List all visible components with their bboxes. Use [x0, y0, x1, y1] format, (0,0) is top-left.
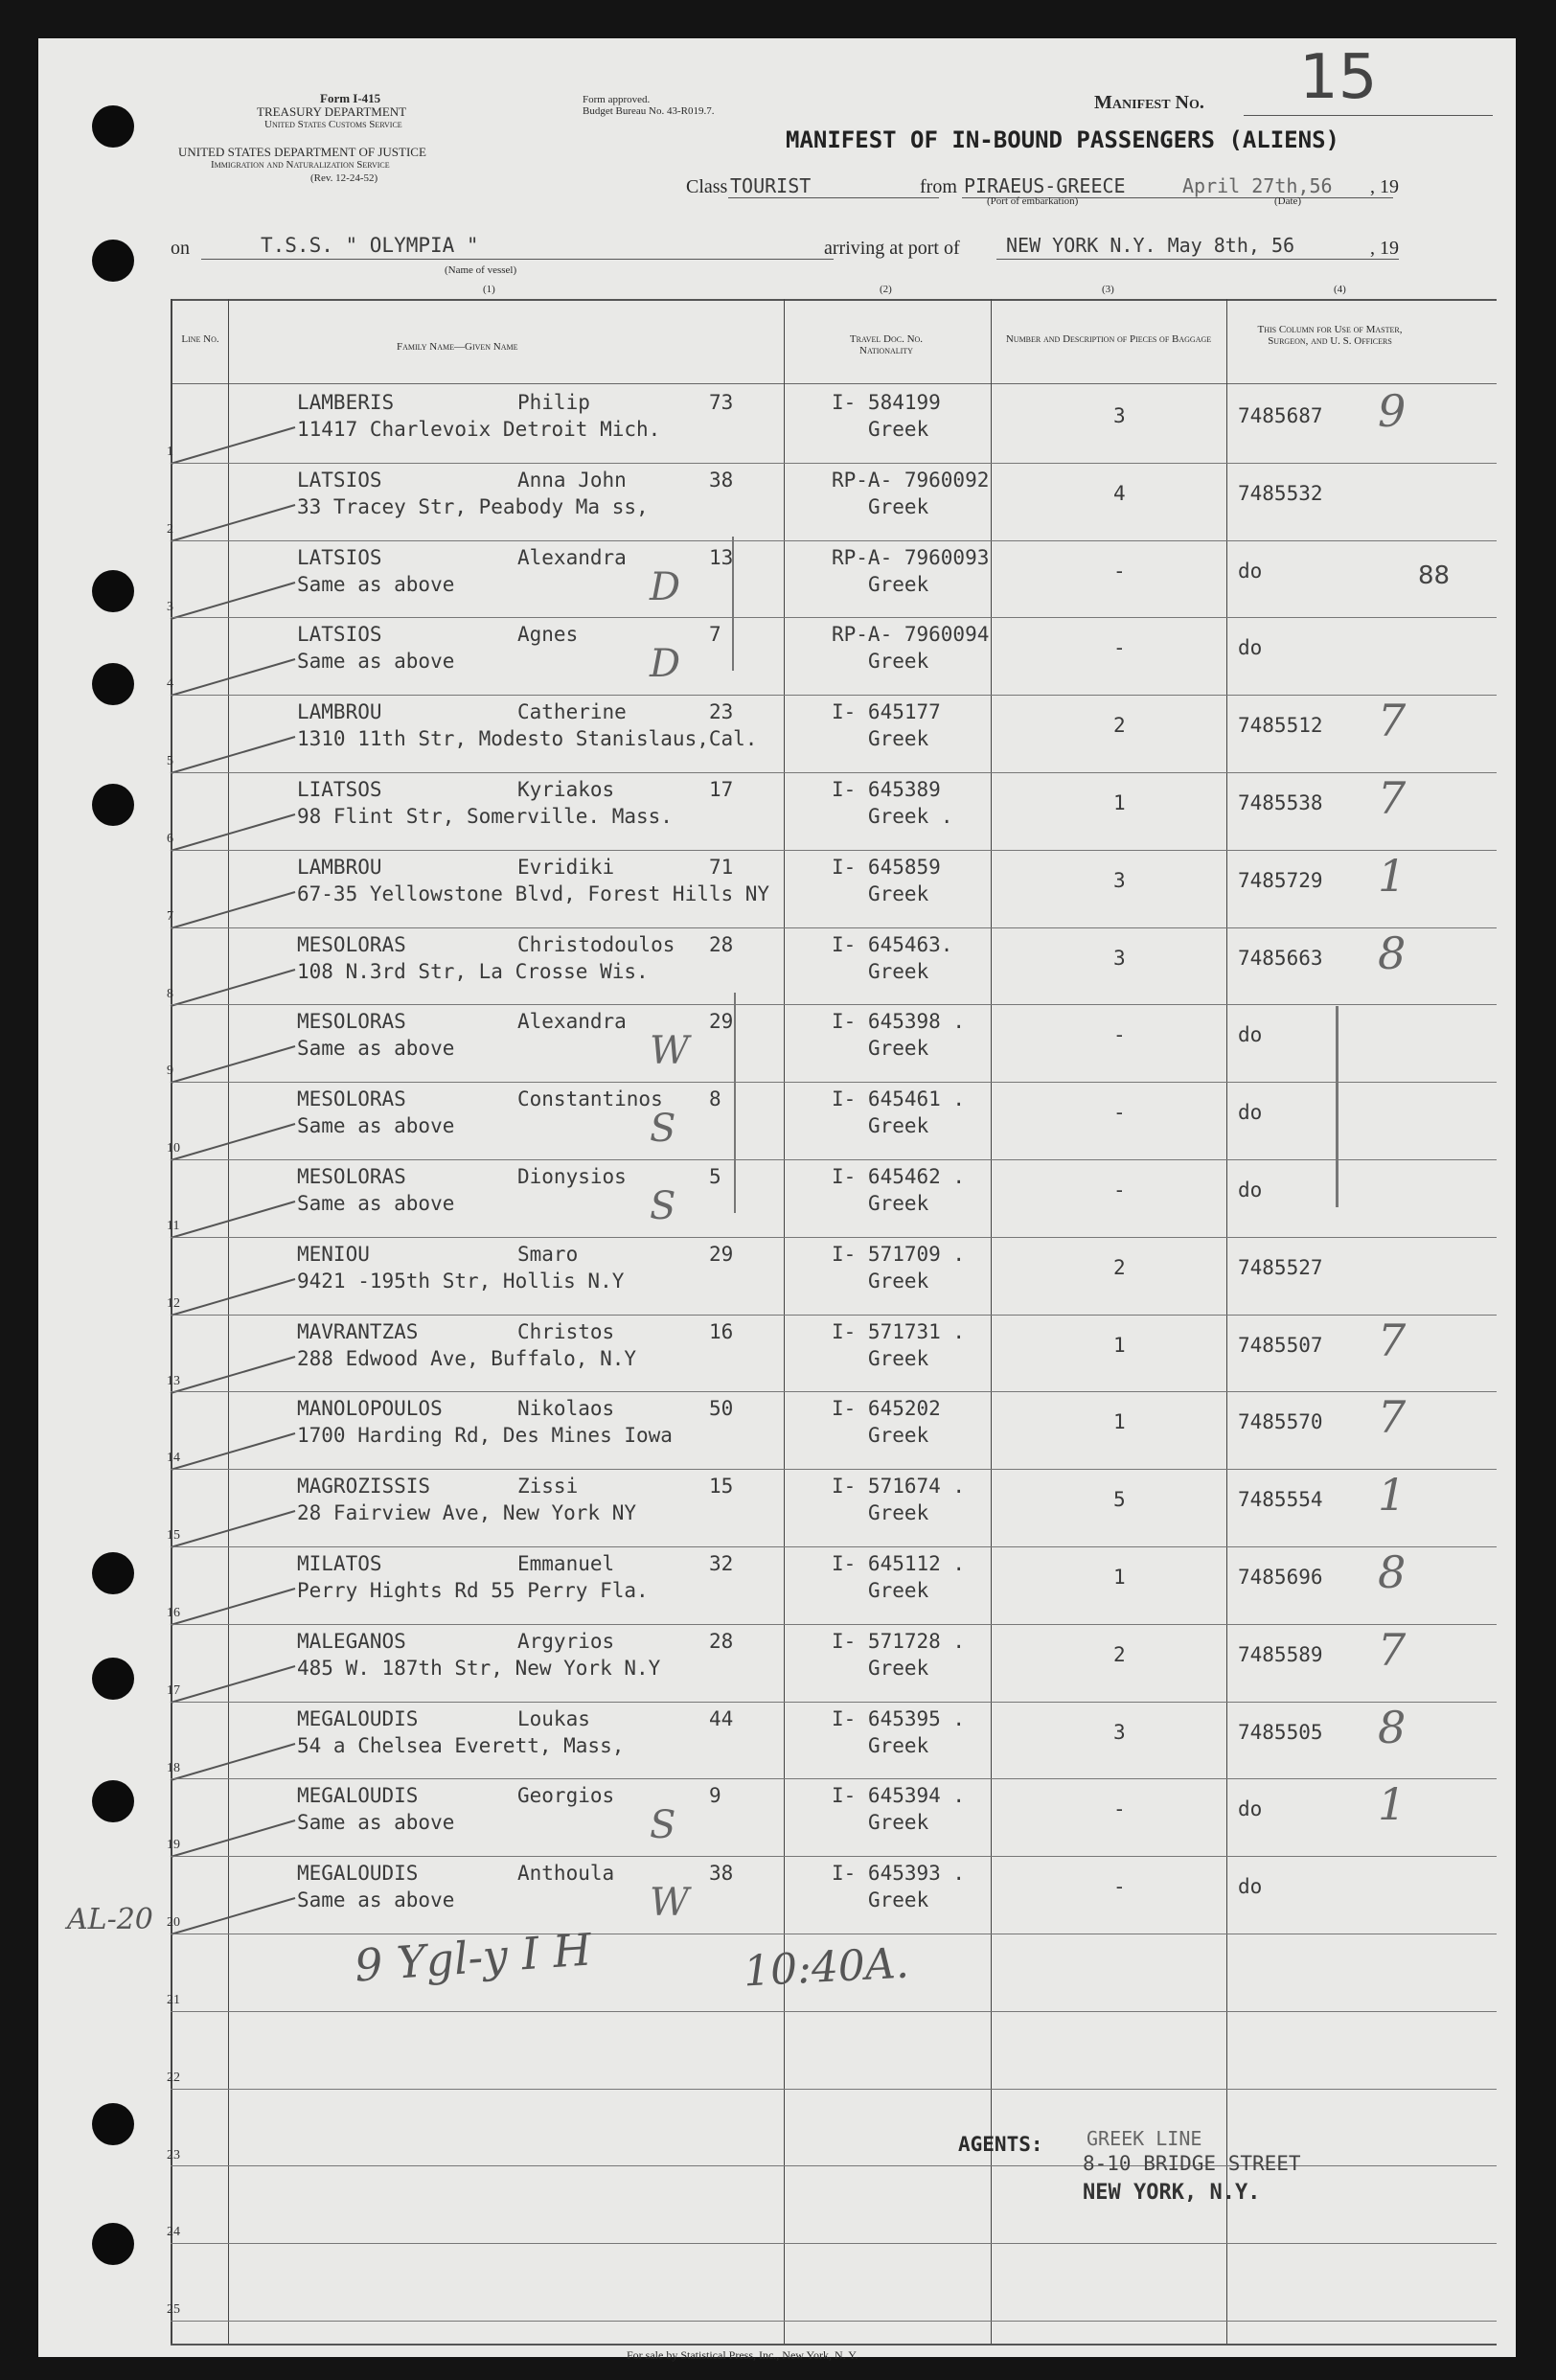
- officer-number: 7485532: [1238, 481, 1323, 505]
- age: 13: [709, 545, 734, 569]
- address: 54 a Chelsea Everett, Mass,: [297, 1733, 625, 1757]
- baggage-count: 3: [1113, 404, 1126, 427]
- line-number: 1: [167, 445, 173, 459]
- line-number: 23: [167, 2147, 180, 2163]
- col-num-4: (4): [1334, 284, 1346, 295]
- family-name: MEGALOUDIS: [297, 1784, 419, 1808]
- table-row: [167, 2243, 1426, 2320]
- given-name: Catherine: [517, 700, 627, 724]
- officer-number: 7485696: [1238, 1566, 1323, 1589]
- nationality: Greek: [868, 1346, 929, 1370]
- line-number: 21: [167, 1993, 180, 2007]
- given-name: Christodoulos: [517, 932, 675, 956]
- punch-hole: [92, 105, 134, 148]
- side-note: AL-20: [67, 1903, 153, 1936]
- address: 1310 11th Str, Modesto Stanislaus,Cal.: [297, 727, 758, 751]
- baggage-count: 1: [1113, 1410, 1126, 1434]
- travel-doc-number: I- 645202: [832, 1397, 941, 1421]
- punch-hole: [92, 2223, 134, 2265]
- family-name: MAGROZISSIS: [297, 1475, 431, 1499]
- from-label: from: [920, 176, 957, 197]
- line-number: 22: [167, 2070, 180, 2085]
- baggage-count: 3: [1113, 868, 1126, 892]
- family-name: MESOLORAS: [297, 1087, 406, 1111]
- printer-footer: For sale by Statistical Press, Inc., New York, N. Y.: [627, 2348, 858, 2362]
- address: Same as above: [297, 650, 455, 674]
- given-name: Dionysios: [517, 1165, 627, 1188]
- embark-date: April 27th,56: [1182, 174, 1333, 197]
- family-name: LAMBROU: [297, 700, 382, 724]
- family-name: LIATSOS: [297, 778, 382, 801]
- given-name: Alexandra: [517, 545, 627, 569]
- table-row: [167, 695, 1426, 771]
- officer-number: do: [1238, 1179, 1263, 1201]
- family-name: MENIOU: [297, 1242, 370, 1266]
- given-name: Philip: [517, 391, 590, 414]
- address: Same as above: [297, 1888, 455, 1912]
- line-number: 14: [167, 1451, 180, 1466]
- nationality: Greek: [868, 1656, 929, 1680]
- punch-hole: [92, 570, 134, 612]
- age: 38: [709, 1862, 734, 1886]
- age: 23: [709, 700, 734, 724]
- line-number: 24: [167, 2225, 180, 2240]
- family-name: LAMBROU: [297, 855, 382, 879]
- address: 108 N.3rd Str, La Crosse Wis.: [297, 959, 649, 983]
- baggage-count: 2: [1113, 1255, 1126, 1279]
- officer-number: 7485505: [1238, 1720, 1323, 1744]
- given-name: Kyriakos: [517, 778, 615, 801]
- given-name: Anna John: [517, 468, 627, 492]
- table-row: [167, 1391, 1426, 1468]
- table-row: [167, 2011, 1426, 2088]
- age: 17: [709, 778, 734, 801]
- table-row: [167, 1856, 1426, 1933]
- address: Perry Hights Rd 55 Perry Fla.: [297, 1579, 649, 1602]
- on-label: on: [171, 238, 190, 259]
- officer-number: 7485663: [1238, 946, 1323, 970]
- address: 28 Fairview Ave, New York NY: [297, 1501, 637, 1525]
- age: 44: [709, 1706, 734, 1730]
- officer-number: do: [1238, 1101, 1263, 1125]
- baggage-count: -: [1113, 559, 1126, 583]
- travel-doc-number: I- 645859: [832, 855, 941, 879]
- arrival-port: NEW YORK N.Y. May 8th, 56: [1006, 234, 1295, 257]
- age: 16: [709, 1319, 734, 1343]
- travel-doc-number: I- 645395 .: [832, 1706, 966, 1730]
- family-name: MAVRANTZAS: [297, 1319, 419, 1343]
- family-name: LATSIOS: [297, 545, 382, 569]
- travel-doc-number: I- 645393 .: [832, 1862, 966, 1886]
- year-suffix: , 19: [1370, 176, 1399, 197]
- agents-line-1: GREEK LINE: [1087, 2127, 1202, 2150]
- tally-mark: 7: [1378, 695, 1407, 747]
- tally-mark: 1: [1378, 1778, 1407, 1831]
- age: 29: [709, 1242, 734, 1266]
- baggage-count: 2: [1113, 1642, 1126, 1666]
- justice-dept: UNITED STATES DEPARTMENT OF JUSTICE: [178, 145, 426, 159]
- given-name: Emmanuel: [517, 1552, 615, 1575]
- tally-mark: 8: [1378, 927, 1407, 979]
- nationality: Greek: [868, 1888, 929, 1912]
- travel-doc-number: I- 571731 .: [832, 1319, 966, 1343]
- tally-mark: 7: [1378, 772, 1407, 824]
- nationality: Greek: [868, 494, 929, 518]
- initial-mark: D: [650, 564, 681, 609]
- travel-doc-number: RP-A- 7960093: [832, 545, 990, 569]
- year-suffix-2: , 19: [1370, 238, 1399, 259]
- table-row: [167, 463, 1426, 539]
- nationality: Greek .: [868, 805, 953, 828]
- nationality: Greek: [868, 1269, 929, 1293]
- line-number: 16: [167, 1606, 180, 1620]
- manifest-number: 15: [1299, 42, 1378, 113]
- line-number: 3: [167, 599, 173, 614]
- baggage-count: -: [1113, 1875, 1126, 1899]
- tally-mark: 8: [1378, 1546, 1407, 1598]
- nationality: Greek: [868, 572, 929, 596]
- class-value: TOURIST: [730, 174, 812, 197]
- col-header-travel-doc: Travel Doc. No. Nationality: [849, 333, 924, 356]
- line-number: 5: [167, 754, 173, 769]
- travel-doc-number: I- 645112 .: [832, 1552, 966, 1575]
- address: 33 Tracey Str, Peabody Ma ss,: [297, 494, 649, 518]
- initial-mark: W: [650, 1029, 690, 1074]
- agents-line-3: NEW YORK, N.Y.: [1083, 2181, 1261, 2205]
- officer-number: 7485527: [1238, 1255, 1323, 1279]
- table-row: [167, 1082, 1426, 1158]
- age: 5: [709, 1165, 721, 1188]
- nationality: Greek: [868, 1114, 929, 1138]
- initial-mark: S: [650, 1803, 676, 1848]
- tally-mark: 7: [1378, 1391, 1407, 1444]
- punch-hole: [92, 2103, 134, 2145]
- form-number: Form I-415: [320, 91, 381, 105]
- table-row: [167, 1778, 1426, 1855]
- table-row: [167, 540, 1426, 617]
- travel-doc-number: I- 645463.: [832, 932, 953, 956]
- line-number: 11: [167, 1219, 180, 1233]
- form-revision: (Rev. 12-24-52): [310, 172, 378, 184]
- travel-doc-number: I- 571728 .: [832, 1629, 966, 1653]
- family-name: MESOLORAS: [297, 1165, 406, 1188]
- address: 485 W. 187th Str, New York N.Y: [297, 1656, 661, 1680]
- initial-mark: D: [650, 642, 681, 687]
- vessel-name: T.S.S. " OLYMPIA ": [261, 234, 479, 257]
- table-row: [167, 1159, 1426, 1236]
- officer-number: 7485570: [1238, 1410, 1323, 1434]
- line-number: 17: [167, 1682, 180, 1698]
- vessel-caption: (Name of vessel): [445, 264, 517, 276]
- officer-number: do: [1238, 1875, 1263, 1899]
- nationality: Greek: [868, 881, 929, 905]
- col-num-2: (2): [880, 284, 892, 295]
- row-rule: [171, 2321, 1497, 2322]
- col-header-baggage: Number and Description of Pieces of Baggage: [1005, 333, 1212, 345]
- baggage-count: 2: [1113, 714, 1126, 738]
- given-name: Argyrios: [517, 1629, 615, 1653]
- family-name: MANOLOPOULOS: [297, 1397, 443, 1421]
- nationality: Greek: [868, 418, 929, 441]
- age: 28: [709, 1629, 734, 1653]
- travel-doc-number: I- 645461 .: [832, 1087, 966, 1111]
- manifest-title: MANIFEST OF IN-BOUND PASSENGERS (ALIENS): [786, 126, 1339, 153]
- age: 50: [709, 1397, 734, 1421]
- given-name: Evridiki: [517, 855, 615, 879]
- baggage-count: -: [1113, 1797, 1126, 1821]
- family-name: MEGALOUDIS: [297, 1862, 419, 1886]
- nationality: Greek: [868, 959, 929, 983]
- punch-hole: [92, 1552, 134, 1594]
- nationality: Greek: [868, 1192, 929, 1215]
- given-name: Zissi: [517, 1475, 579, 1499]
- given-name: Smaro: [517, 1242, 579, 1266]
- officer-number: do: [1238, 636, 1263, 660]
- manifest-page: [38, 38, 1516, 2362]
- baggage-count: 1: [1113, 791, 1126, 814]
- travel-doc-number: I- 645177: [832, 700, 941, 724]
- tally-mark: 7: [1378, 1623, 1407, 1676]
- family-name: LATSIOS: [297, 623, 382, 647]
- officer-number: 7485589: [1238, 1642, 1323, 1666]
- budget-bureau: Budget Bureau No. 43-R019.7.: [583, 105, 715, 117]
- travel-doc-number: I- 645389: [832, 778, 941, 801]
- table-row: [167, 1314, 1426, 1391]
- given-name: Loukas: [517, 1706, 590, 1730]
- address: 1700 Harding Rd, Des Mines Iowa: [297, 1424, 673, 1448]
- line-number: 12: [167, 1295, 180, 1311]
- punch-hole: [92, 1658, 134, 1700]
- table-row: [167, 1701, 1426, 1778]
- col-header-name: Family Name—Given Name: [397, 341, 518, 353]
- family-name: MESOLORAS: [297, 932, 406, 956]
- given-name: Christos: [517, 1319, 615, 1343]
- agents-label: AGENTS:: [958, 2133, 1043, 2156]
- travel-doc-number: I- 571674 .: [832, 1475, 966, 1499]
- nationality: Greek: [868, 1037, 929, 1061]
- treasury-dept: TREASURY DEPARTMENT: [257, 104, 407, 119]
- initial-mark: W: [650, 1881, 690, 1926]
- scrawl-note: 9 Ygl-y I H: [353, 1923, 594, 1992]
- punch-hole: [92, 240, 134, 282]
- given-name: Agnes: [517, 623, 579, 647]
- col-header-line-no: Line No.: [181, 333, 219, 345]
- age: 9: [709, 1784, 721, 1808]
- age: 73: [709, 391, 734, 414]
- travel-doc-number: I- 571709 .: [832, 1242, 966, 1266]
- given-name: Georgios: [517, 1784, 615, 1808]
- line-number: 20: [167, 1915, 180, 1931]
- immigration-service: Immigration and Naturalization Service: [211, 159, 390, 171]
- agents-line-2: 8-10 BRIDGE STREET: [1083, 2152, 1301, 2175]
- customs-service: United States Customs Service: [264, 119, 402, 130]
- age: 29: [709, 1010, 734, 1034]
- class-label: Class: [686, 176, 728, 197]
- address: Same as above: [297, 1114, 455, 1138]
- nationality: Greek: [868, 1579, 929, 1602]
- manifest-no-label: Manifest No.: [1094, 92, 1204, 113]
- age: 7: [709, 623, 721, 647]
- line-number: 19: [167, 1838, 180, 1853]
- punch-hole: [92, 784, 134, 826]
- baggage-count: 1: [1113, 1566, 1126, 1589]
- travel-doc-number: I- 645398 .: [832, 1010, 966, 1034]
- table-row: [167, 1623, 1426, 1701]
- embark-caption: (Port of embarkation): [987, 195, 1079, 207]
- line-number: 4: [167, 676, 173, 692]
- line-number: 25: [167, 2302, 180, 2318]
- line-number: 8: [167, 986, 173, 1001]
- line-number: 9: [167, 1064, 173, 1079]
- address: Same as above: [297, 1192, 455, 1215]
- address: 11417 Charlevoix Detroit Mich.: [297, 418, 661, 441]
- address: 288 Edwood Ave, Buffalo, N.Y: [297, 1346, 637, 1370]
- line-number: 10: [167, 1141, 180, 1156]
- age: 32: [709, 1552, 734, 1575]
- line-number: 2: [167, 521, 173, 537]
- officer-number: 7485507: [1238, 1333, 1323, 1357]
- baggage-count: -: [1113, 1179, 1126, 1201]
- table-row: [167, 1004, 1426, 1081]
- tally-mark: 7: [1378, 1314, 1407, 1366]
- margin-number: 88: [1418, 561, 1451, 590]
- tally-mark: 8: [1378, 1701, 1407, 1753]
- time-note: 10:40A.: [742, 1938, 910, 1997]
- age: 28: [709, 932, 734, 956]
- age: 71: [709, 855, 734, 879]
- given-name: Nikolaos: [517, 1397, 615, 1421]
- nationality: Greek: [868, 650, 929, 674]
- table-row: [167, 927, 1426, 1004]
- table-row: [167, 849, 1426, 927]
- embark-port: PIRAEUS-GREECE: [964, 174, 1126, 197]
- family-name: MESOLORAS: [297, 1010, 406, 1034]
- given-name: Constantinos: [517, 1087, 663, 1111]
- initial-mark: S: [650, 1184, 676, 1228]
- officer-number: 7485729: [1238, 868, 1323, 892]
- col-header-officers: This Column for Use of Master, Surgeon, and U. S. Officers: [1257, 324, 1403, 347]
- initial-mark: S: [650, 1107, 676, 1152]
- tally-mark: 9: [1378, 385, 1407, 437]
- family-name: LATSIOS: [297, 468, 382, 492]
- officer-number: 7485687: [1238, 404, 1323, 427]
- col-num-1: (1): [483, 284, 495, 295]
- tally-mark: 1: [1378, 849, 1407, 902]
- travel-doc-number: I- 645462 .: [832, 1165, 966, 1188]
- baggage-count: 5: [1113, 1488, 1126, 1512]
- table-row: [167, 772, 1426, 849]
- age: 8: [709, 1087, 721, 1111]
- nationality: Greek: [868, 1733, 929, 1757]
- line-number: 18: [167, 1760, 180, 1775]
- address: Same as above: [297, 1811, 455, 1835]
- baggage-count: 4: [1113, 481, 1126, 505]
- given-name: Anthoula: [517, 1862, 615, 1886]
- nationality: Greek: [868, 1811, 929, 1835]
- officer-number: 7485512: [1238, 714, 1323, 738]
- punch-hole: [92, 663, 134, 705]
- address: 9421 -195th Str, Hollis N.Y: [297, 1269, 625, 1293]
- punch-hole: [92, 1780, 134, 1822]
- baggage-count: -: [1113, 636, 1126, 660]
- travel-doc-number: RP-A- 7960092: [832, 468, 990, 492]
- baggage-count: 3: [1113, 946, 1126, 970]
- age: 38: [709, 468, 734, 492]
- line-number: 7: [167, 908, 173, 924]
- baggage-count: -: [1113, 1023, 1126, 1047]
- nationality: Greek: [868, 1501, 929, 1525]
- family-name: MILATOS: [297, 1552, 382, 1575]
- officer-number: do: [1238, 1023, 1263, 1047]
- table-row: [167, 1469, 1426, 1545]
- baggage-count: 1: [1113, 1333, 1126, 1357]
- travel-doc-number: RP-A- 7960094: [832, 623, 990, 647]
- nationality: Greek: [868, 1424, 929, 1448]
- baggage-count: -: [1113, 1101, 1126, 1125]
- baggage-count: 3: [1113, 1720, 1126, 1744]
- officer-number: do: [1238, 559, 1263, 583]
- address: Same as above: [297, 572, 455, 596]
- line-number: 15: [167, 1528, 180, 1544]
- line-number: 6: [167, 832, 173, 846]
- address: 67-35 Yellowstone Blvd, Forest Hills NY: [297, 881, 770, 905]
- arriving-label: arriving at port of: [824, 238, 960, 259]
- nationality: Greek: [868, 727, 929, 751]
- officer-number: 7485538: [1238, 791, 1323, 814]
- family-name: MALEGANOS: [297, 1629, 406, 1653]
- officer-number: do: [1238, 1797, 1263, 1821]
- address: Same as above: [297, 1037, 455, 1061]
- travel-doc-number: I- 645394 .: [832, 1784, 966, 1808]
- address: 98 Flint Str, Somerville. Mass.: [297, 805, 673, 828]
- date-caption: (Date): [1274, 195, 1302, 207]
- tally-mark: 1: [1378, 1469, 1407, 1522]
- table-row: [167, 385, 1426, 462]
- given-name: Alexandra: [517, 1010, 627, 1034]
- form-approved: Form approved.: [583, 94, 651, 105]
- officer-number: 7485554: [1238, 1488, 1323, 1512]
- table-row: [167, 1237, 1426, 1314]
- col-num-3: (3): [1102, 284, 1114, 295]
- family-name: MEGALOUDIS: [297, 1706, 419, 1730]
- table-row: [167, 1546, 1426, 1623]
- table-row: [167, 617, 1426, 694]
- family-name: LAMBERIS: [297, 391, 395, 414]
- age: 15: [709, 1475, 734, 1499]
- line-number: 13: [167, 1373, 180, 1388]
- travel-doc-number: I- 584199: [832, 391, 941, 414]
